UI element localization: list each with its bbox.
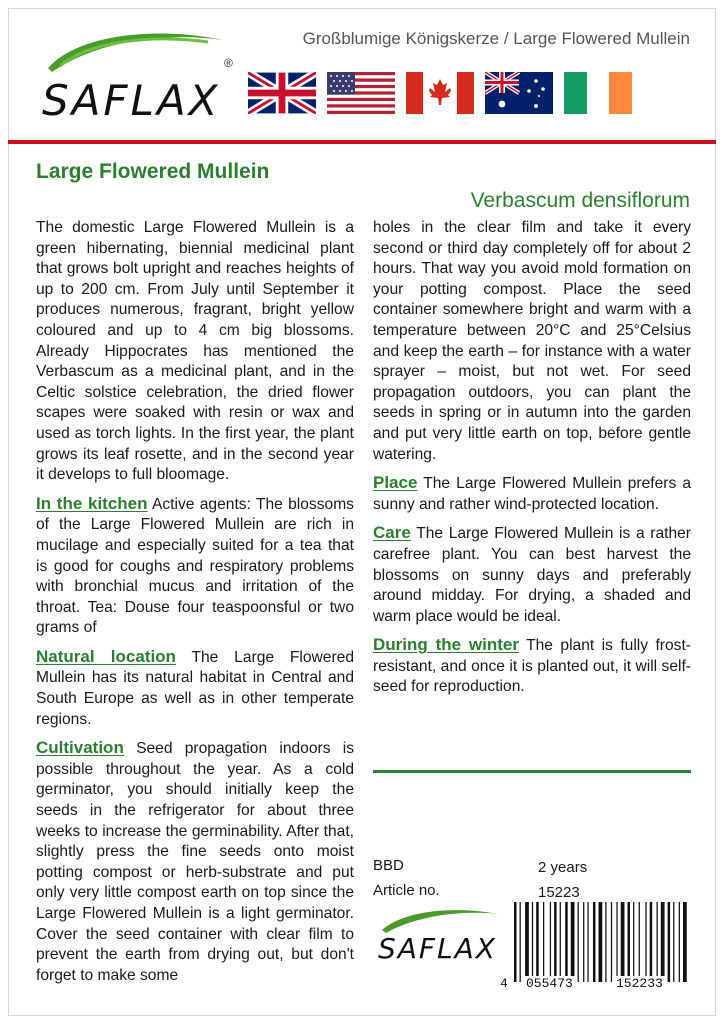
article-value: 15223 [538,884,580,901]
care-section [373,523,691,627]
kitchen-text: Active agents: The blossoms of the Large Flowered Mullein are rich in mucilage and especially suited for a tea that is good for coughs and respiratory problems with bronchial mucus and irritation of the throat. Tea: Douse four teaspoonsful or two grams of [36,495,354,637]
footer-brand-name: SAFLAX [378,932,497,965]
article-label: Article no. [373,882,440,899]
location-heading: Natural location [36,646,176,666]
right-column [373,218,691,706]
place-text: The Large Flowered Mullein prefers a sunny and rather wind-protected location. [373,475,691,513]
intro-text: The domestic Large Flowered Mullein is a green hibernating, biennial medicinal plant that grows bolt upright and reaches heights of up to 200 cm. From July until September it produces numerous, fragrant, bright yellow coloured and up to 4 cm big blossoms. Already Hippocrates has mentioned the Verbascum as a medicinal plant, and in the Celtic solstice celebration, the dried flower scapes were soaked with resin or wax and used as torch lights. In the first year, the plant grows its leaf rosette, and in the second year it develops to full bloomage. [36,219,354,484]
place-section [373,473,691,515]
flag-row [248,72,668,114]
left-column [36,218,354,994]
barcode-first-digit: 4 [500,976,508,991]
saflax-logo [38,26,238,126]
barcode-bars-icon [500,902,692,982]
cultivation-heading: Cultivation [36,738,124,758]
barcode-left-digits: 055473 [522,976,577,991]
header-divider [8,140,716,144]
section-divider [373,770,691,773]
cultivation-continued: holes in the clear film and take it every second or third day completely off for about 2 hours. That way you avoid mold formation on your potting compost. Place the seed container somewhere bright and warm with a temperature between 20°C and 25°Celsius and keep the earth – for instance with a water sprayer – moist, but not wet. For seed propagation outdoors, you can plant the seeds in spring or in autumn into the garden and put very little earth on top, before gentle watering. [373,219,691,463]
australia-flag-icon [485,72,553,114]
cultivation-text: Seed propagation indoors is possible throughout the year. As a cold germinator, you should initially keep the seeds in the refrigerator for about three weeks to increase the germinability. After that, slightly press the fine seeds onto moist potting compost or herb-substrate and put only very little compost earth on top since the Large Flowered Mullein is a light germinator. Cover the seed container with clear film to prevent the earth from drying out, but don't forget to make some [36,740,354,984]
kitchen-section [36,494,354,639]
ireland-flag-icon [564,72,632,114]
winter-heading: During the winter [373,635,519,655]
header-title: Großblumige Königskerze / Large Flowered Mullein [302,29,690,48]
bbd-label: BBD [373,857,404,874]
winter-section [373,635,691,698]
location-text: The Large Flowered Mullein has its natural habitat in Central and South Europe as well as in other temperate regions. [36,648,354,728]
care-heading: Care [373,523,411,543]
cultivation-section [36,738,354,986]
kitchen-heading: In the kitchen [36,493,148,513]
place-heading: Place [373,473,418,493]
footer-logo [376,906,506,976]
location-section [36,647,354,730]
barcode-right-digits: 152233 [612,976,667,991]
bbd-value: 2 years [538,859,588,876]
brand-name: SAFLAX [42,76,221,125]
canada-flag-icon [406,72,474,114]
barcode [500,902,692,994]
latin-name: Verbascum densiflorum [470,189,690,212]
care-text: The Large Flowered Mullein is a rather carefree plant. You can best harvest the blossoms on sunny days and preferably around midday. For drying, a shaded and warm place would be ideal. [373,525,692,625]
product-title: Large Flowered Mullein [36,160,270,183]
winter-text: The plant is fully frost-resistant, and once it is planted out, it will self-seed for reproduction. [373,637,691,696]
registered-mark: ® [224,56,233,70]
usa-flag-icon [327,72,395,114]
uk-flag-icon [248,72,316,114]
